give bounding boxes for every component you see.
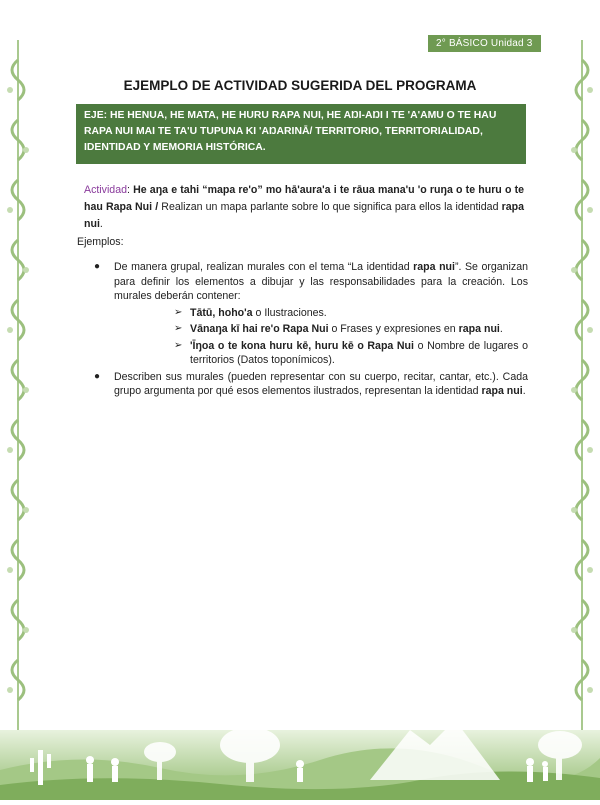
sub-item	[174, 339, 528, 368]
arrow-bullet-icon: ➢	[174, 339, 183, 351]
sub-item-1-bold: Tātū, hoho'a	[190, 306, 253, 319]
footer-landscape-illustration	[0, 690, 600, 800]
page-title: EJEMPLO DE ACTIVIDAD SUGERIDA DEL PROGRAMA	[123, 78, 477, 93]
examples-list	[92, 260, 528, 401]
arrow-bullet-icon: ➢	[174, 306, 183, 318]
bullet-1-bold: rapa nui	[413, 261, 455, 273]
sub-item-2-text: o Frases y expresiones en	[328, 323, 459, 335]
actividad-separator: /	[152, 201, 162, 213]
bullet-2-post: .	[522, 385, 526, 397]
bullet-2-text	[114, 370, 528, 399]
sub-item	[174, 322, 528, 337]
right-decorative-border	[568, 40, 596, 730]
sub-item-3-text: o Nombre de lugares o territorios (Datos toponímicos).	[190, 339, 528, 366]
sub-list	[174, 306, 528, 368]
grade-unit-badge: 2° BÁSICO Unidad 3	[428, 35, 541, 52]
bullet-2-pre: Describen sus murales (pueden representar con su cuerpo, recitar, cantar, etc.). Cada grupo argumenta por qué esos elementos ilustrados, representan la identidad	[114, 370, 528, 397]
sub-item-1-text: o Ilustraciones.	[252, 306, 327, 319]
actividad-period: .	[99, 218, 103, 230]
bullet-1-text	[114, 260, 528, 304]
left-decorative-border	[4, 40, 32, 730]
list-item	[92, 370, 528, 399]
eje-box: EJE: HE HENUA, HE MATA, HE HURU RAPA NUI, HE AŊI-AŊI I TE 'A'AMU O TE HAU RAPA NUI MAI TE TA'U TUPUNA KI 'AŊARINĀ/ TERRITORIO, TERRITORIALIDAD, IDENTIDAD Y MEMORIA HISTÓRICA.	[76, 104, 526, 164]
sub-item-2-end: .	[499, 323, 503, 335]
bullet-dot-icon: ●	[94, 370, 101, 382]
actividad-colon: :	[127, 184, 134, 196]
sub-item-2-bold2: rapa nui	[458, 323, 500, 335]
sub-item-2-bold: Vānaŋa kī hai re'o Rapa Nui	[190, 323, 329, 335]
actividad-paragraph	[84, 182, 524, 233]
bullet-1-post: ”. Se organizan para definir los elementos a dibujar y las responsabilidades para la creación. Los murales deberán contener:	[114, 261, 528, 302]
sub-item-3-bold: 'Īŋoa o te kona huru kē, huru kē o Rapa Nui	[190, 339, 414, 352]
list-item	[92, 260, 528, 368]
actividad-spanish-text: Realizan un mapa parlante sobre lo que significa para ellos la identidad	[161, 201, 502, 213]
actividad-rapanui-title: He aŋa e tahi “mapa re'o” mo hā'aura'a i te rāua mana'u 'o ruŋa o te huru o te hau Rapa Nui	[84, 184, 524, 213]
arrow-bullet-icon: ➢	[174, 323, 183, 334]
bullet-dot-icon: ●	[94, 261, 101, 272]
actividad-label: Actividad	[84, 184, 127, 196]
bullet-2-bold: rapa nui	[481, 385, 523, 397]
sub-item	[174, 306, 528, 321]
actividad-spanish-bold: rapa nui	[84, 201, 524, 230]
ejemplos-label: Ejemplos:	[77, 236, 124, 248]
bullet-1-pre: De manera grupal, realizan murales con el tema “La identidad	[114, 261, 414, 273]
